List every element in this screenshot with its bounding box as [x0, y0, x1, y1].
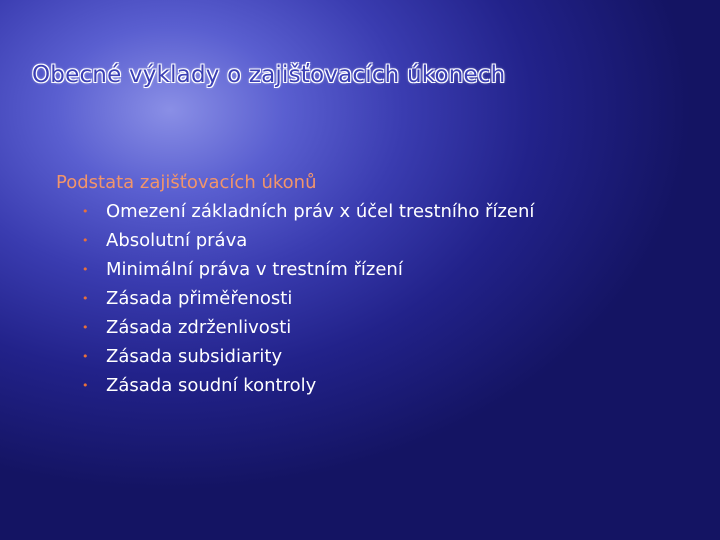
list-item-text: Omezení základních práv x účel trestního řízení: [106, 201, 535, 222]
list-item-text: Absolutní práva: [106, 230, 248, 251]
list-item-text: Minimální práva v trestním řízení: [106, 259, 403, 280]
list-item-text: Zásada zdrženlivosti: [106, 317, 292, 338]
bullet-icon: •: [82, 350, 89, 363]
list-item: [82, 284, 696, 313]
list-item: [82, 197, 696, 226]
list-item: [82, 313, 696, 342]
bullet-icon: •: [82, 292, 89, 305]
bullet-icon: •: [82, 263, 89, 276]
list-item: [82, 255, 696, 284]
bullet-icon: •: [82, 234, 89, 247]
list-item: [82, 342, 696, 371]
slide-body: [56, 168, 696, 400]
list-item: [82, 226, 696, 255]
bullet-icon: •: [82, 321, 89, 334]
bullet-icon: •: [82, 205, 89, 218]
list-item-text: Zásada přiměřenosti: [106, 288, 293, 309]
slide-title: Obecné výklady o zajišťovacích úkonech: [32, 62, 506, 88]
list-item: [82, 371, 696, 400]
list-item-text: Zásada soudní kontroly: [106, 375, 317, 396]
list-item-text: Zásada subsidiarity: [106, 346, 283, 367]
bullet-list: [56, 197, 696, 400]
section-heading: Podstata zajišťovacích úkonů: [56, 172, 317, 193]
bullet-icon: •: [82, 379, 89, 392]
